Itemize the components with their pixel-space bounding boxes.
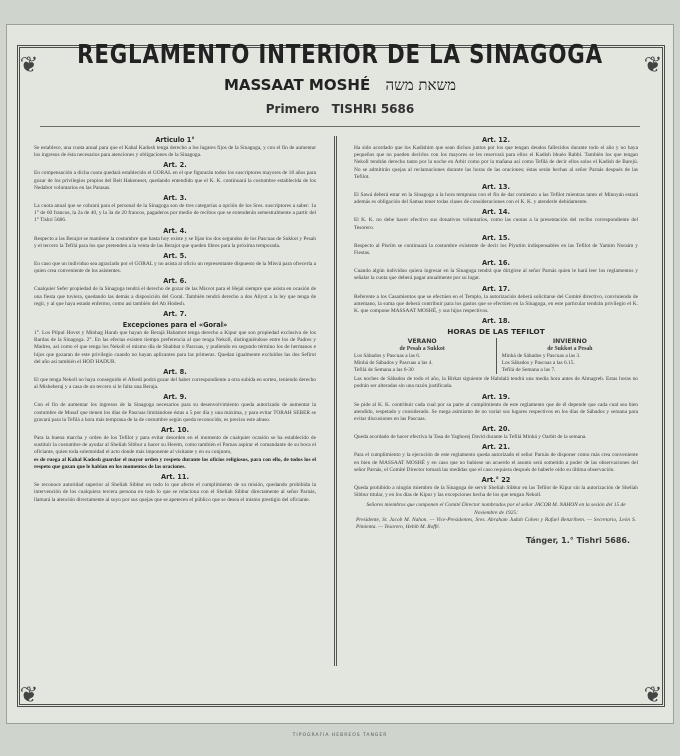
article-text: Para la buena marcha y orden de los Tefilot y para evitar desorden en el momento de cualquier ocasión se ha establecido de sustituir la costumbre de ayudar al Shelíah Sibbur a hacer su Herem, como también el Parnas aspirar el comandante de su boca el oficiante, quien toda solemnidad el acto donde más imponente al visitante y en su conjunto, xyxy=(34,435,316,456)
article-heading: Art. 16. xyxy=(482,259,510,268)
subtitle-hebrew: משאת משה xyxy=(385,76,457,94)
schedule-line: Minhá de Sábados y Pascuas a las 3. xyxy=(501,353,581,360)
article-heading: Art. 8. xyxy=(163,368,187,377)
article-text: Queda prohibido a ningún miembro de la Sinagoga de servir Shelíah Sibbur en las Tefilot de Kipur sin la autorización de Shelíah Sibbur titular, y en los días de Kipur y las excepciones hecha de los que tengan Nekoll. xyxy=(354,485,638,499)
article-heading: Art. 9. xyxy=(163,393,187,402)
article-heading: Art. 21. xyxy=(482,443,510,452)
article-text: El que tenga Nekoll no haya conseguido el Afsedi podrá gozar del haber correspondiente a otra subida en sorteo, teniendo derecho al Misheberaj y a casa de un tercero si le falta una Beraja. xyxy=(34,377,316,391)
horas-title: HORAS DE LAS TEFILOT xyxy=(447,327,545,337)
left-column xyxy=(30,134,320,504)
article-text: Queda acordado de hacer efectiva la Tasa de Yaghorej David durante la Tefilá Minhá y Oarbit de la semana. xyxy=(354,434,587,441)
article-text: Se establece, una cuota anual para que el Kahal Kadosh tenga derecho a los lugares fijos de la Sinagoga, y con el fin de aumentar los ingresos de ésta necesarios para atenciones y obligaciones de la Sinagoga. xyxy=(34,145,316,159)
schedule-line: Minhá de Sábados y Pascuas a las 4. xyxy=(354,360,433,367)
invierno-column xyxy=(502,338,638,374)
divider xyxy=(40,126,640,127)
article-heading: Art. 20. xyxy=(482,425,510,434)
article-text: Se reconoce autoridad superior al Shelíah Sibbur en todo lo que afecte el cumplimiento de su misión, quedando prohibida la intervención de los cualquiera tercera persona en todo lo que se relaciona con el Shelíah Sibbur directamente al señor Parnás, llamará la atención directamente al suyo por sus quejas que se apetecen el público que se desea el mismo prestigio del oficiante. xyxy=(34,482,316,503)
article-heading: Art. 19. xyxy=(482,392,510,401)
article-text: Respecto al Pisrím se continuará la costumbre existente de decir los Piyutim indispensables en las Tefilot de Yamim Noraim y Fiestas. xyxy=(354,242,638,257)
date-line xyxy=(0,102,680,116)
article-heading: Art.° 22 xyxy=(481,476,511,485)
article-heading: Articulo 1° xyxy=(155,136,195,144)
article-text: El K. K. no debe hacer efectivo sus donativos voluntarios, como las cuotas a la presentación del recibo correspondiente del Tesorero. xyxy=(354,217,638,231)
article-text: Cualquier Sefer propiedad de la Sinagoga tendrá el derecho de gozar de las Misvot para el Hejal siempre que asista en ocasión de una fiesta que tuviera, quedando las demás a disposición del Goral. También tendrá derecho a dos Aliyot a la ley que tenga de regir, y al que haya estado enfermo, como así también del Ab Hodesh. xyxy=(34,286,316,307)
schedule-line: Tefilá de Semana a las 7. xyxy=(501,367,556,374)
article-heading: Art. 12. xyxy=(482,136,510,144)
horas-divider xyxy=(496,338,497,374)
article-text: En caso que un individuo sea agraciado por el GORAL y no asista al oficio un representante dispuesto de la Misvá para ofrecerla a quien crea conveniente de los asistentes. xyxy=(34,261,316,275)
subtitle-latin: MASSAAT MOSHÉ xyxy=(223,76,371,94)
closing-committee: Señores miembros que componen el Comité Director nombrados por el señor JACOB M. NAHON en la sesión del 15 de Noviembre de 1925: xyxy=(366,502,626,516)
corner-ornament-icon: ❦ xyxy=(643,52,663,77)
article-heading: Art. 4. xyxy=(163,226,187,235)
article-text: La cuota anual que se cobrará para el personal de la Sinagoga son de tres categorías a opción de los Sres. suscriptores a saber: 1a 1° de 60 francos, la 2a de 40, y la 3a de 20 francos, pagaderos por medio de recibos que se extenderán semestralmente a partir del 1° Tishri 5686. xyxy=(34,203,316,224)
schedule-line: Los Sábados y Pascuas a las 6.15. xyxy=(501,360,575,367)
column-divider xyxy=(334,136,337,666)
article-heading: Art. 18. xyxy=(482,317,510,326)
article-text: Cuando algún individuo quiera ingresar en la Sinagoga tendrá que dirigirse al señor Parnás quien le hará leer los reglamentos y señalar la cuota que deberá pagar anualmente por su lugar. xyxy=(354,268,638,282)
article-heading: Art. 17. xyxy=(482,284,510,293)
date-value: TISHRI 5686 xyxy=(331,102,415,116)
article-text: Respecto a las Berajot se mantiene la costumbre que hasta hoy existe y se fijan los dos segundos de los Pascuas de Sukkot y Pesah y el tercero la Tefilá para los que pretenden a la venta de las Berajot que queden libres para la próxima temporada. xyxy=(34,235,316,249)
article-heading: Art. 13. xyxy=(482,183,510,192)
schedule-line: Los Sábados y Pascuas a las 6. xyxy=(354,353,421,360)
signoff: Tánger, 1.° Tishri 5686. xyxy=(525,536,630,546)
schedule-line: Tefilá de Semana a las 6-30 xyxy=(354,367,414,374)
article-text: Para el cumplimiento y la ejecución de este reglamento queda autorizado el señor Parnás de disponer como más crea conveniente en bien de MASSAAT MOSHÉ y en caso que no hubiese un acuerdo el asunto será sometido a poder de las observaciones del señor Parnás, el Comité Director tomará las medidas que el caso requiera después de haberle oído su última observación. xyxy=(354,452,638,473)
article-text: Ha sido acordado que los Kadishim que sean dichos juntos por los que tengan deudos fallecidos durante todo el año y no haya pequeños que no pueden decirlos con los mayores se les reservará para ellos el Kadish bhuéo Rabbí. También los que tengan Nekoll tendrán derecho tanto por la noche en Arbit como por la mañana así como Tefilá de decir ellos solos el Kadish de Barejú. No se admitirán quejas al reclamaciones durante las horas de las oraciones; éstas serán hechas al señor Parnás después de las Tefilot. xyxy=(354,145,638,180)
date-label: Primero xyxy=(265,102,320,116)
closing-names: Presidente, Sr. Jacob M. Nahon. — Vice-Presidentes, Sres. Abraham Judah Cohen y Rafael Benzrihem. — Secretario, León S. Pimienta. — Tesorero, Hebib M. Roffé. xyxy=(356,516,636,531)
article-text: El Sawá deberá estar en la Sinagoga a la hora temprana con el fin de dar comienzo a las Tefilot mientras tanto el Minnyán estará además es obligación del Samas tener todas clases de consideraciones con el K. K. y atenderle debidamente. xyxy=(354,192,638,206)
right-column xyxy=(350,134,642,545)
horas-table xyxy=(354,338,638,374)
article-heading: Art. 7. xyxy=(163,310,187,319)
articles-group xyxy=(350,136,642,326)
corner-ornament-icon: ❦ xyxy=(19,682,39,707)
verano-column xyxy=(354,338,490,374)
invierno-subtitle: de Sukkot a Pesah xyxy=(547,346,593,353)
article-heading: Art. 14. xyxy=(482,208,510,217)
corner-ornament-icon: ❦ xyxy=(643,682,663,707)
horas-note: Las noches de Sábados de todo el año, la Birkat siguiente de Habdalá tendrá una media hora antes de Almagreb. Estas horas no podrán ser alteradas sin una razón justificada. xyxy=(354,376,638,390)
article-heading: Art. 5. xyxy=(163,252,187,261)
article-text: es de ruega al Kahal Kadosh guardar el mayor orden y respeto durante los oficios religiosos, para con ello, de todos los el respeto que gozan que le habian en los momentos de las oraciones. xyxy=(34,456,316,470)
article-heading: Art. 3. xyxy=(163,194,187,203)
article-heading: Art. 10. xyxy=(161,426,189,435)
article-text: Se pide al K. K. contribuir cada cual por su parte al cumplimiento de este reglamento que de él depende que cada cual sea bien atendido, respetado y considerado. Se ruega asimismo de no variar sus lugares respectivos en los días de Sábados y semana para evitar discusiones en las Pascuas. xyxy=(354,401,638,423)
verano-subtitle: de Pesah a Sukkot xyxy=(399,346,445,353)
document-subtitle xyxy=(0,76,680,95)
document-title: REGLAMENTO INTERIOR DE LA SINAGOGA xyxy=(77,40,603,70)
article-heading: Art. 6. xyxy=(163,277,187,286)
article-heading: Art. 15. xyxy=(482,233,510,242)
corner-ornament-icon: ❦ xyxy=(19,52,39,77)
article-heading: Excepciones para el «Goral» xyxy=(122,321,228,330)
article-text: Con el fin de aumentar los ingresos de la Sinagoga necesarios para su desenvolvimiento queda autorizado de aumentar la costumbre de Musaf que tienen los días de Pascuas limitándose éstas a 5 por día y una máxima, y para evitar TORAH SEBER se gravará para la Tefilá a hora más temprana de la de costumbre según queda reconocido, es preciso este abuso. xyxy=(34,402,316,423)
article-text: En compensación a dicha cuota quedará establecido el GORAL en el que figurarán todos los suscriptores mayores de 18 años para gozar de los privilegios propios del Beit Hakeneset, quedando entendido que el K. K. continuará la costumbre establecida de los Nedabot voluntarios en las Parasas. xyxy=(34,170,316,191)
article-heading: Art. 2. xyxy=(163,161,187,170)
invierno-title: INVIERNO xyxy=(552,338,587,346)
article-text: 1°. Los Pilpul Hovot y Minhag Harab que hayan de Berajá Habamot tenga derecho a Kipur que son propiedad exclusiva de los Bardas de la Sinagoga. 2°. En las efectas existen tiempo preferencia al que tenga Nekoll, distinguiéndose entre los de Padres y Madres, así como el que tenga los Nekoll el mismo día de Shabbat o Pascuas, y pudiendo en segundo término los de hermanos e hijos que gozaran de este privilegio cuando no hayan aplicantes para las primeras. Quedan igualmente excluídos las dos Sefirot del año así también el HOD HADUR. xyxy=(34,330,316,365)
article-heading: Art. 11. xyxy=(161,473,189,482)
articles-group xyxy=(350,393,642,500)
printer-mark: TIPOGRAFIA HEBREOS TANGER xyxy=(292,733,388,738)
article-text: Referente a los Casamientos que se efectúen en el Templo, la autorización deberá solicitarse del Comité directivo, conviniendo de antemano, la suma que deberá contribuir para los gastos que se efectúen en la Sinagoga, en este particular tendrán privilegio el K. K. que compone MASSAAT MOSHÉ, y sus hijos respectivos. xyxy=(354,293,638,315)
verano-title: VERANO xyxy=(407,338,437,346)
